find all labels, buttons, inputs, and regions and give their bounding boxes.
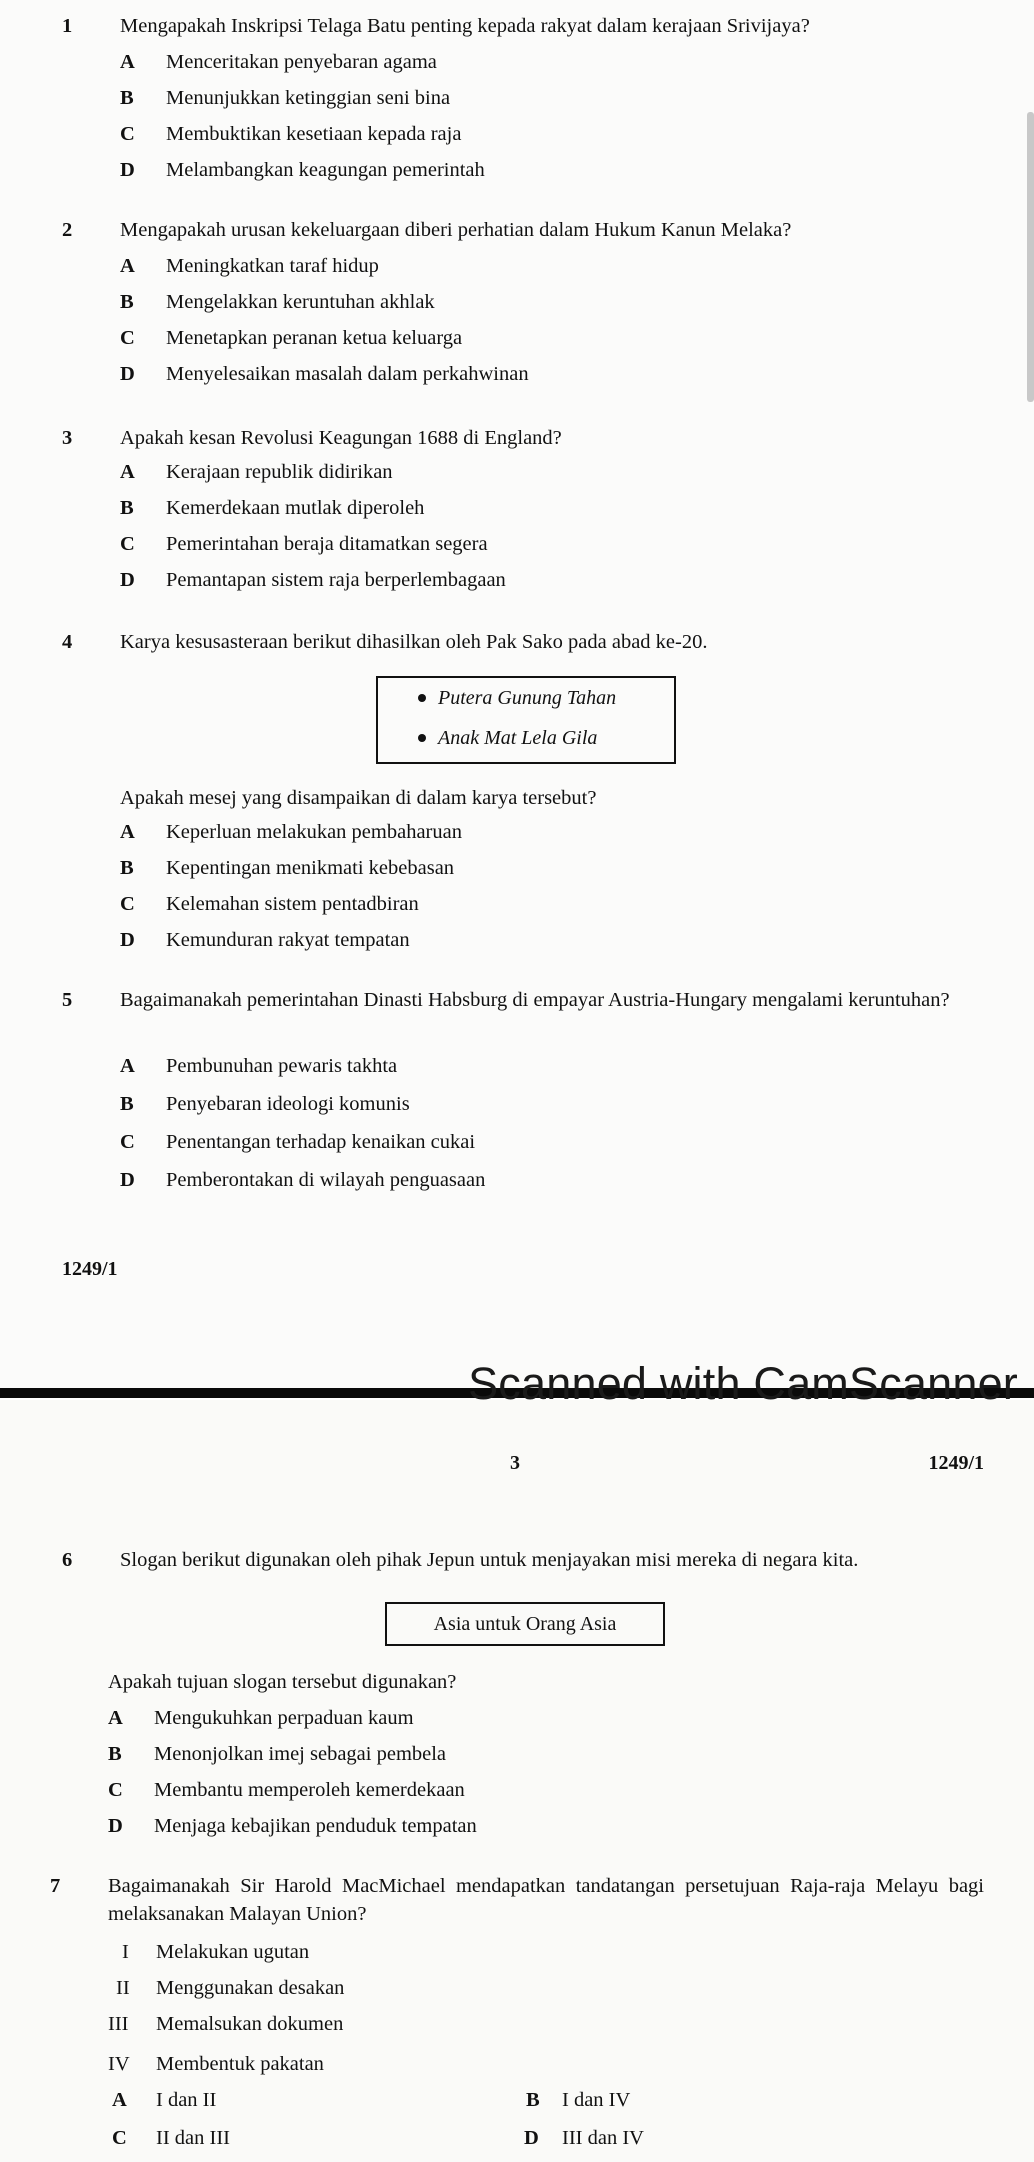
q5-option-b-text: Penyebaran ideologi komunis [166, 1093, 410, 1115]
bullet-icon [418, 694, 426, 702]
q4-option-d-letter: D [120, 929, 135, 951]
q1-text: Mengapakah Inskripsi Telaga Batu penting kepada rakyat dalam kerajaan Srivijaya? [120, 15, 810, 37]
q4-work-item [378, 678, 674, 718]
q2-option-c-letter: C [120, 327, 135, 349]
q2-option-b-letter: B [120, 291, 134, 313]
footer-paper-code: 1249/1 [62, 1258, 118, 1280]
q7-text: Bagaimanakah Sir Harold MacMichael mendapatkan tandatangan persetujuan Raja-raja Melayu bagi melaksanakan Malayan Union? [108, 1875, 984, 1925]
q4-work-item [378, 718, 674, 758]
q1-option-a-letter: A [120, 51, 135, 73]
q6-text: Slogan berikut digunakan oleh pihak Jepun untuk menjayakan misi mereka di negara kita. [120, 1549, 859, 1571]
q4-stem2: Apakah mesej yang disampaikan di dalam karya tersebut? [120, 787, 597, 809]
q1-option-d-text: Melambangkan keagungan pemerintah [166, 159, 485, 181]
q7-statement-iii-text: Memalsukan dokumen [156, 2013, 344, 2035]
scrollbar[interactable] [1027, 112, 1034, 402]
q3-option-c-text: Pemerintahan beraja ditamatkan segera [166, 533, 488, 555]
q3-option-d-text: Pemantapan sistem raja berperlembagaan [166, 569, 506, 591]
q1-option-c-text: Membuktikan kesetiaan kepada raja [166, 123, 462, 145]
q6-number: 6 [62, 1549, 73, 1571]
q7-number: 7 [50, 1875, 61, 1897]
q2-option-d-text: Menyelesaikan masalah dalam perkahwinan [166, 363, 529, 385]
q6-option-a-text: Mengukuhkan perpaduan kaum [154, 1707, 414, 1729]
q5-text: Bagaimanakah pemerintahan Dinasti Habsburg di empayar Austria-Hungary mengalami keruntuhan? [120, 989, 950, 1011]
q4-option-b-text: Kepentingan menikmati kebebasan [166, 857, 455, 879]
q5-option-a-letter: A [120, 1055, 135, 1077]
q3-option-b-letter: B [120, 497, 134, 519]
q5-option-a-text: Pembunuhan pewaris takhta [166, 1055, 398, 1077]
q7-answer-b-text: I dan IV [562, 2089, 631, 2111]
q7-statement-iii-numeral: III [108, 2013, 129, 2035]
q6-option-d-letter: D [108, 1815, 123, 1837]
q5-option-d-text: Pemberontakan di wilayah penguasaan [166, 1169, 486, 1191]
q5-option-b-letter: B [120, 1093, 134, 1115]
q7-statement-i-numeral: I [122, 1941, 129, 1963]
q1-option-b-text: Menunjukkan ketinggian seni bina [166, 87, 451, 109]
q3-option-a-text: Kerajaan republik didirikan [166, 461, 393, 483]
q4-option-c-text: Kelemahan sistem pentadbiran [166, 893, 419, 915]
q4-option-c-letter: C [120, 893, 135, 915]
q6-slogan-text: Asia untuk Orang Asia [433, 1613, 617, 1635]
q5-option-c-text: Penentangan terhadap kenaikan cukai [166, 1131, 476, 1153]
q1-option-d-letter: D [120, 159, 135, 181]
q2-number: 2 [62, 219, 73, 241]
q4-option-a-letter: A [120, 821, 135, 843]
q7-statement-iv-text: Membentuk pakatan [156, 2053, 324, 2075]
q5-option-c-letter: C [120, 1131, 135, 1153]
q3-option-c-letter: C [120, 533, 135, 555]
q1-option-b-letter: B [120, 87, 134, 109]
q6-option-b-text: Menonjolkan imej sebagai pembela [154, 1743, 447, 1765]
q1-number: 1 [62, 15, 73, 37]
q7-answer-c-text: II dan III [156, 2127, 230, 2149]
q4-work-title: Putera Gunung Tahan [438, 687, 617, 709]
q7-answer-a-text: I dan II [156, 2089, 217, 2111]
q6-slogan-box [385, 1602, 665, 1646]
q2-text: Mengapakah urusan kekeluargaan diberi perhatian dalam Hukum Kanun Melaka? [120, 219, 792, 241]
q6-option-d-text: Menjaga kebajikan penduduk tempatan [154, 1815, 477, 1837]
q6-option-c-text: Membantu memperoleh kemerdekaan [154, 1779, 465, 1801]
camscanner-watermark: Scanned with CamScanner [468, 1358, 1018, 1409]
q6-option-c-letter: C [108, 1779, 123, 1801]
q4-text: Karya kesusasteraan berikut dihasilkan oleh Pak Sako pada abad ke-20. [120, 631, 708, 653]
q1-option-c-letter: C [120, 123, 135, 145]
q2-option-a-letter: A [120, 255, 135, 277]
q7-answer-d-text: III dan IV [562, 2127, 644, 2149]
bullet-icon [418, 734, 426, 742]
q3-option-b-text: Kemerdekaan mutlak diperoleh [166, 497, 425, 519]
q6-option-a-letter: A [108, 1707, 123, 1729]
q7-answer-a-letter: A [112, 2089, 127, 2111]
q5-option-d-letter: D [120, 1169, 135, 1191]
q5-number: 5 [62, 989, 73, 1011]
q3-number: 3 [62, 427, 73, 449]
q4-option-d-text: Kemunduran rakyat tempatan [166, 929, 410, 951]
page-number: 3 [510, 1452, 520, 1474]
q3-option-a-letter: A [120, 461, 135, 483]
q7-answer-c-letter: C [112, 2127, 127, 2149]
q2-option-b-text: Mengelakkan keruntuhan akhlak [166, 291, 435, 313]
q3-option-d-letter: D [120, 569, 135, 591]
q4-option-b-letter: B [120, 857, 134, 879]
q2-option-c-text: Menetapkan peranan ketua keluarga [166, 327, 463, 349]
q6-option-b-letter: B [108, 1743, 122, 1765]
q4-number: 4 [62, 631, 73, 653]
page-paper-code: 1249/1 [928, 1452, 984, 1474]
q7-statement-iv-numeral: IV [108, 2053, 130, 2075]
q4-works-box [376, 676, 676, 764]
q1-option-a-text: Menceritakan penyebaran agama [166, 51, 437, 73]
q7-statement-ii-text: Menggunakan desakan [156, 1977, 345, 1999]
q7-statement-ii-numeral: II [116, 1977, 130, 1999]
q2-option-d-letter: D [120, 363, 135, 385]
q2-option-a-text: Meningkatkan taraf hidup [166, 255, 379, 277]
q7-answer-d-letter: D [524, 2127, 539, 2149]
q7-answer-b-letter: B [526, 2089, 540, 2111]
q4-option-a-text: Keperluan melakukan pembaharuan [166, 821, 462, 843]
q7-statement-i-text: Melakukan ugutan [156, 1941, 310, 1963]
q4-work-title: Anak Mat Lela Gila [438, 727, 598, 749]
q3-text: Apakah kesan Revolusi Keagungan 1688 di England? [120, 427, 562, 449]
q6-stem2: Apakah tujuan slogan tersebut digunakan? [108, 1671, 457, 1693]
